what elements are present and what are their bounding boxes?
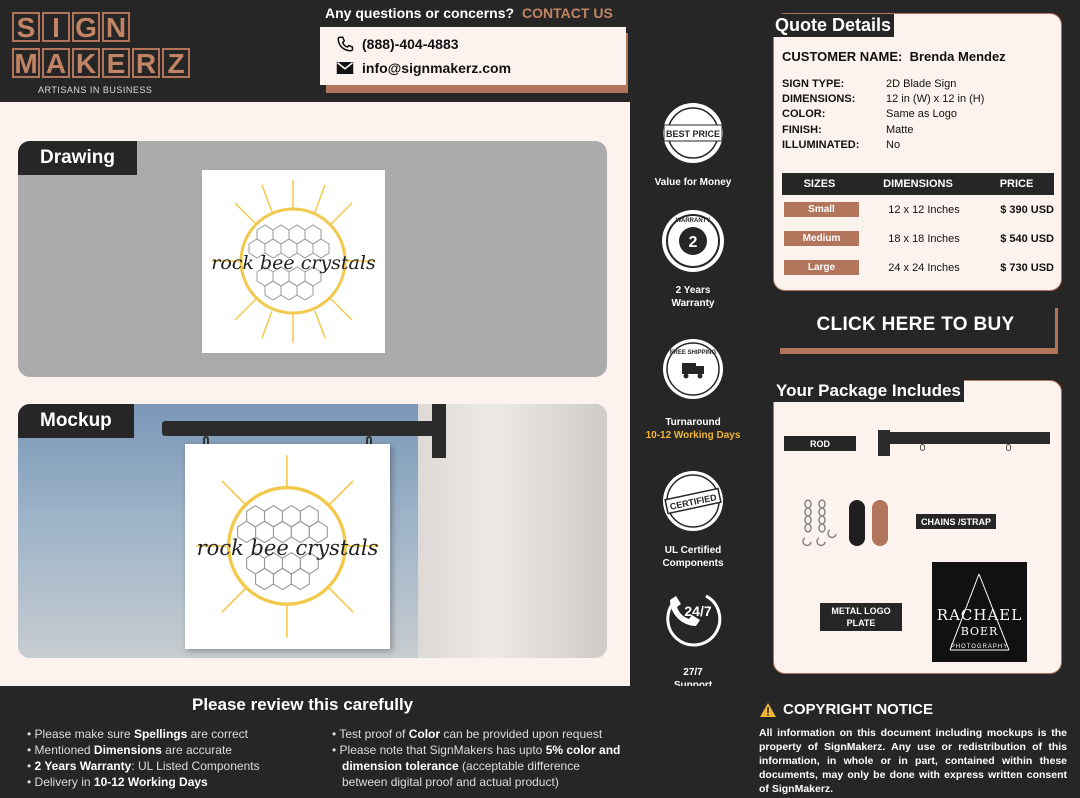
strap-black bbox=[849, 500, 865, 546]
mockup-title: Mockup bbox=[18, 404, 134, 438]
certified-icon-text: CERTIFIED bbox=[668, 492, 718, 512]
best-price-icon bbox=[660, 100, 726, 166]
price-row[interactable] bbox=[782, 224, 1054, 253]
logo-letter: A bbox=[42, 48, 70, 78]
best-price-icon-text: BEST PRICE bbox=[665, 129, 721, 139]
metal-logo-plate bbox=[932, 562, 1027, 662]
row-price: $ 390 USD bbox=[1000, 203, 1054, 216]
spec-key: COLOR: bbox=[782, 108, 826, 120]
copyright-title: COPYRIGHT NOTICE bbox=[783, 701, 934, 718]
customer-line bbox=[782, 49, 1006, 64]
drawing-art-text: rock bee crystals bbox=[211, 252, 376, 274]
review-list-left bbox=[27, 726, 260, 790]
review-item: • Please make sure Spellings are correct bbox=[27, 727, 248, 741]
quote-title: Quote Details bbox=[772, 14, 894, 37]
phone-number: (888)-404-4883 bbox=[362, 36, 459, 52]
chains-label: CHAINS /STRAP bbox=[916, 514, 996, 529]
spec-key: SIGN TYPE: bbox=[782, 78, 845, 90]
spec-key: FINISH: bbox=[782, 124, 822, 136]
col-dimensions: DIMENSIONS bbox=[883, 178, 953, 190]
badge-best-price bbox=[630, 100, 756, 189]
badge-support-line1: 27/7 bbox=[683, 667, 703, 678]
spec-key: ILLUMINATED: bbox=[782, 139, 860, 151]
copyright-title-row bbox=[759, 701, 933, 718]
spec-row bbox=[782, 78, 956, 90]
spec-value: 12 in (W) x 12 in (H) bbox=[886, 93, 985, 105]
free-shipping-icon bbox=[660, 336, 726, 402]
badge-warranty bbox=[630, 208, 756, 310]
email-address: info@signmakerz.com bbox=[362, 60, 512, 76]
spec-value: Same as Logo bbox=[886, 108, 957, 120]
badge-warranty-line2: Warranty bbox=[671, 298, 715, 309]
review-item: • Please note that SignMakers has upto 5% color and dimension tolerance (acceptable difference between digital proof and actual product) bbox=[332, 743, 621, 789]
logo-letter: S bbox=[12, 12, 40, 42]
col-price: PRICE bbox=[999, 178, 1034, 190]
buy-button[interactable]: CLICK HERE TO BUY bbox=[776, 302, 1055, 348]
logo-line1 bbox=[12, 12, 130, 42]
row-dimensions: 18 x 18 Inches bbox=[888, 232, 960, 245]
svg-text:2: 2 bbox=[688, 234, 698, 251]
logo-letter: Z bbox=[162, 48, 190, 78]
spec-row bbox=[782, 124, 914, 136]
price-row[interactable] bbox=[782, 253, 1054, 282]
logo-line2 bbox=[12, 48, 190, 78]
spec-value: 2D Blade Sign bbox=[886, 78, 957, 90]
size-pill[interactable]: Large bbox=[784, 260, 859, 275]
mockup-bracket bbox=[432, 404, 446, 458]
col-sizes: SIZES bbox=[803, 178, 836, 190]
logo-letter: M bbox=[12, 48, 40, 78]
plate-label: METAL LOGO PLATE bbox=[820, 603, 902, 631]
review-item: • Mentioned Dimensions are accurate bbox=[27, 743, 232, 757]
spec-value: Matte bbox=[886, 124, 914, 136]
free-shipping-icon-text: FREE SHIPPING bbox=[669, 350, 717, 356]
customer-label: CUSTOMER NAME: bbox=[782, 49, 903, 64]
contact-question bbox=[325, 5, 613, 21]
review-item: • 2 Years Warranty: UL Listed Components bbox=[27, 759, 260, 773]
badge-certified-line1: UL Certified bbox=[664, 545, 722, 556]
support-icon-text: 24/7 bbox=[684, 603, 712, 619]
logo-letter: N bbox=[102, 12, 130, 42]
badge-support bbox=[630, 586, 756, 692]
customer-name: Brenda Mendez bbox=[909, 49, 1006, 64]
rod-hook bbox=[920, 444, 925, 451]
logo-letter: E bbox=[102, 48, 130, 78]
badge-best-price-line1: Value for Money bbox=[654, 177, 732, 188]
drawing-artwork bbox=[202, 170, 385, 353]
plate-name: RACHAEL bbox=[936, 606, 1023, 624]
rod-image bbox=[878, 432, 1050, 444]
logo-letter: K bbox=[72, 48, 100, 78]
logo-letter: G bbox=[72, 12, 100, 42]
spec-key: DIMENSIONS: bbox=[782, 93, 856, 105]
phone-icon bbox=[336, 35, 354, 53]
mockup-building bbox=[418, 404, 607, 658]
phone-line[interactable] bbox=[336, 35, 459, 53]
size-pill[interactable]: Medium bbox=[784, 231, 859, 246]
price-table-header bbox=[782, 173, 1054, 195]
badge-warranty-line1: 2 Years bbox=[675, 285, 711, 296]
mockup-rod bbox=[162, 421, 440, 436]
row-dimensions: 24 x 24 Inches bbox=[888, 261, 960, 274]
rod-bracket bbox=[878, 430, 890, 456]
strap-brown bbox=[872, 500, 888, 546]
logo-letter: I bbox=[42, 12, 70, 42]
mail-icon bbox=[336, 61, 354, 75]
row-price: $ 730 USD bbox=[1000, 261, 1054, 274]
logo-tagline: ARTISANS IN BUSINESS bbox=[38, 85, 153, 95]
spec-value: No bbox=[886, 139, 901, 151]
plate-sub2: PHOTOGRAPHY bbox=[950, 644, 1009, 650]
plate-sub: BOER bbox=[960, 625, 999, 638]
warranty-icon bbox=[660, 208, 726, 274]
review-title: Please review this carefully bbox=[192, 695, 414, 714]
support-24-7-icon bbox=[660, 586, 726, 652]
rod-hook bbox=[1006, 444, 1011, 451]
badge-certified-line2: Components bbox=[662, 558, 724, 569]
package-title: Your Package Includes bbox=[773, 380, 964, 402]
certified-icon bbox=[660, 468, 726, 534]
rod-label: ROD bbox=[784, 436, 856, 451]
price-row[interactable] bbox=[782, 195, 1054, 224]
badge-shipping-line1: Turnaround bbox=[665, 417, 721, 428]
review-list-right bbox=[332, 726, 627, 790]
warranty-icon-text: WARRANTY bbox=[675, 218, 711, 224]
warning-icon bbox=[759, 702, 777, 718]
row-dimensions: 12 x 12 Inches bbox=[888, 203, 960, 216]
drawing-title: Drawing bbox=[18, 141, 137, 175]
size-pill[interactable]: Small bbox=[784, 202, 859, 217]
email-line[interactable] bbox=[336, 60, 511, 76]
spec-row bbox=[782, 108, 957, 120]
price-table bbox=[782, 173, 1054, 282]
contact-us-link[interactable]: CONTACT US bbox=[522, 5, 613, 21]
logo-letter: R bbox=[132, 48, 160, 78]
review-item: • Test proof of Color can be provided upon request bbox=[332, 727, 603, 741]
badge-shipping-line2: 10-12 Working Days bbox=[645, 430, 741, 441]
row-price: $ 540 USD bbox=[1000, 232, 1054, 245]
spec-row bbox=[782, 93, 984, 105]
mockup-sign bbox=[185, 444, 390, 649]
chains-image bbox=[800, 498, 840, 552]
contact-question-text: Any questions or concerns? bbox=[325, 5, 515, 21]
mockup-art-text: rock bee crystals bbox=[196, 536, 379, 560]
badge-shipping bbox=[630, 336, 756, 442]
copyright-text: All information on this document including mockups is the property of SignMakerz. Any use or redistribution of this information, in whole or in part, contained within these documents, may only be done with express written consent of SignMakerz. bbox=[759, 727, 1067, 795]
review-item: • Delivery in 10-12 Working Days bbox=[27, 775, 208, 789]
spec-row bbox=[782, 139, 900, 151]
badge-certified bbox=[630, 468, 756, 570]
